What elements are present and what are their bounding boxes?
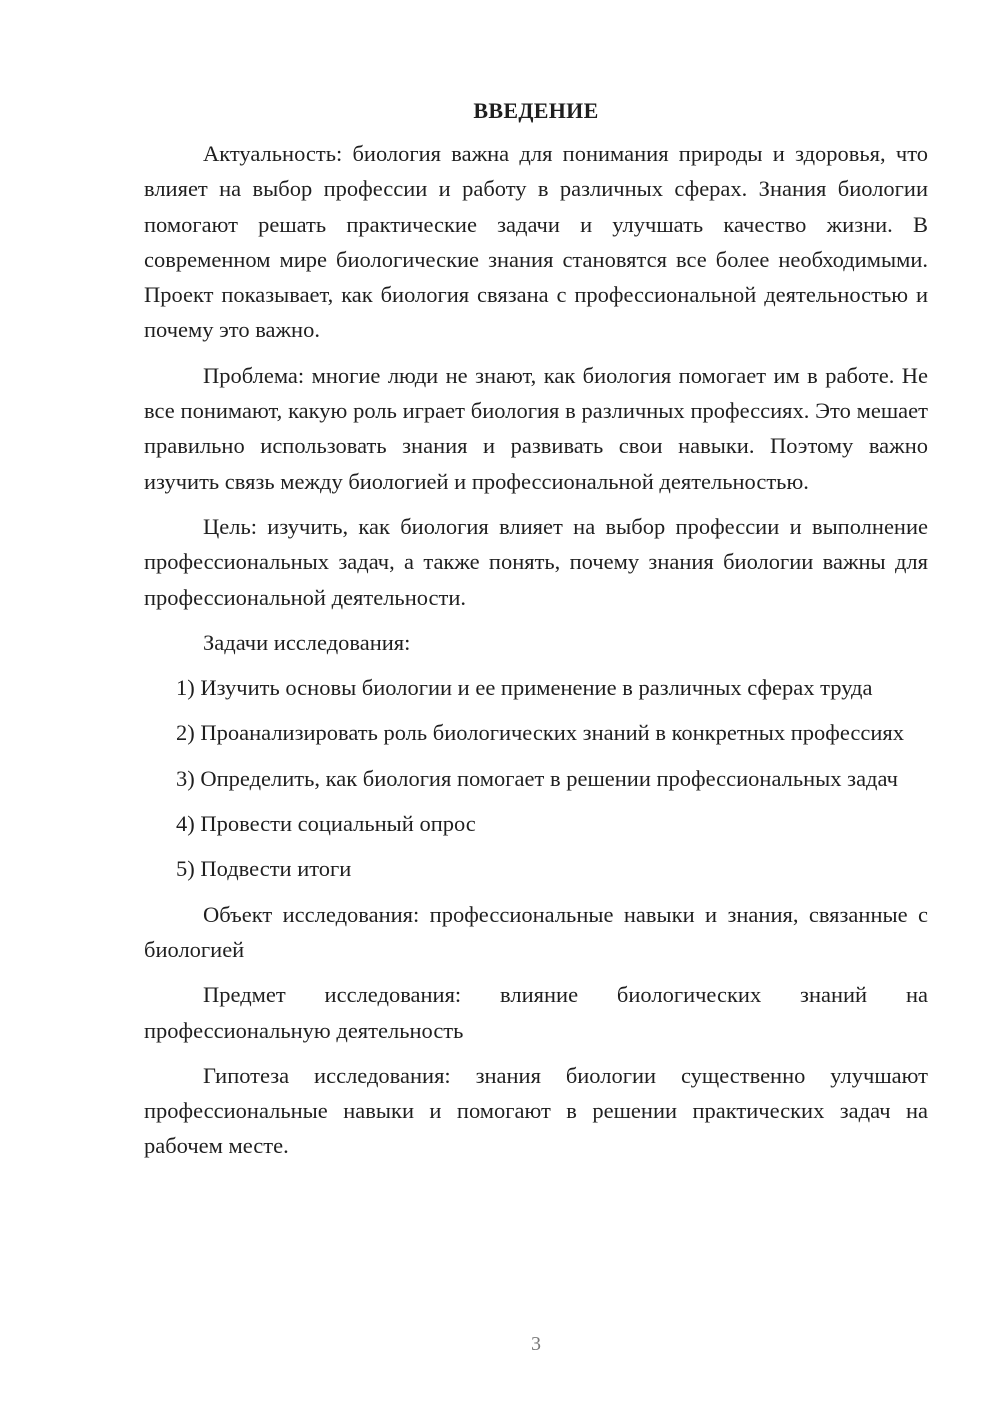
- list-item-task-3: 3) Определить, как биология помогает в решении профессиональных задач: [176, 765, 898, 791]
- paragraph-object: Объект исследования: профессиональные навыки и знания, связанные с биологией: [144, 901, 928, 962]
- paragraph-relevance: Актуальность: биология важна для понимания природы и здоровья, что влияет на выбор профессии и работу в различных сферах. Знания биологии помогают решать практические задачи и улучшать качество жизни. В современном мире биологические знания становятся все более необходимыми. Проект показывает, как биология связана с профессиональной деятельностью и почему это важно.: [144, 141, 928, 343]
- document-page: [144, 96, 928, 1174]
- list-item-task-4: 4) Провести социальный опрос: [176, 811, 476, 837]
- paragraph-problem: Проблема: многие люди не знают, как биология помогает им в работе. Не все понимают, какую роль играет биология в различных профессиях. Это мешает правильно использовать знания и развивать свои навыки. Поэтому важно изучить связь между биологией и профессиональной деятельностью.: [144, 362, 928, 494]
- paragraph-subject: Предмет исследования: влияние биологических знаний на профессиональную деятельность: [144, 982, 928, 1043]
- tasks-list: [144, 670, 928, 886]
- page-title: ВВЕДЕНИЕ: [473, 98, 599, 123]
- list-item-task-1: 1) Изучить основы биологии и ее применение в различных сферах труда: [176, 675, 873, 701]
- list-item-task-2: 2) Проанализировать роль биологических знаний в конкретных профессиях: [176, 720, 904, 746]
- tasks-heading: Задачи исследования:: [203, 629, 411, 655]
- paragraph-hypothesis: Гипотеза исследования: знания биологии существенно улучшают профессиональные навыки и помогают в решении практических задач на рабочем месте.: [144, 1062, 928, 1159]
- page-number: 3: [531, 1333, 541, 1355]
- paragraph-goal: Цель: изучить, как биология влияет на выбор профессии и выполнение профессиональных задач, а также понять, почему знания биологии важны для профессиональной деятельности.: [144, 513, 928, 610]
- list-item-task-5: 5) Подвести итоги: [176, 856, 352, 882]
